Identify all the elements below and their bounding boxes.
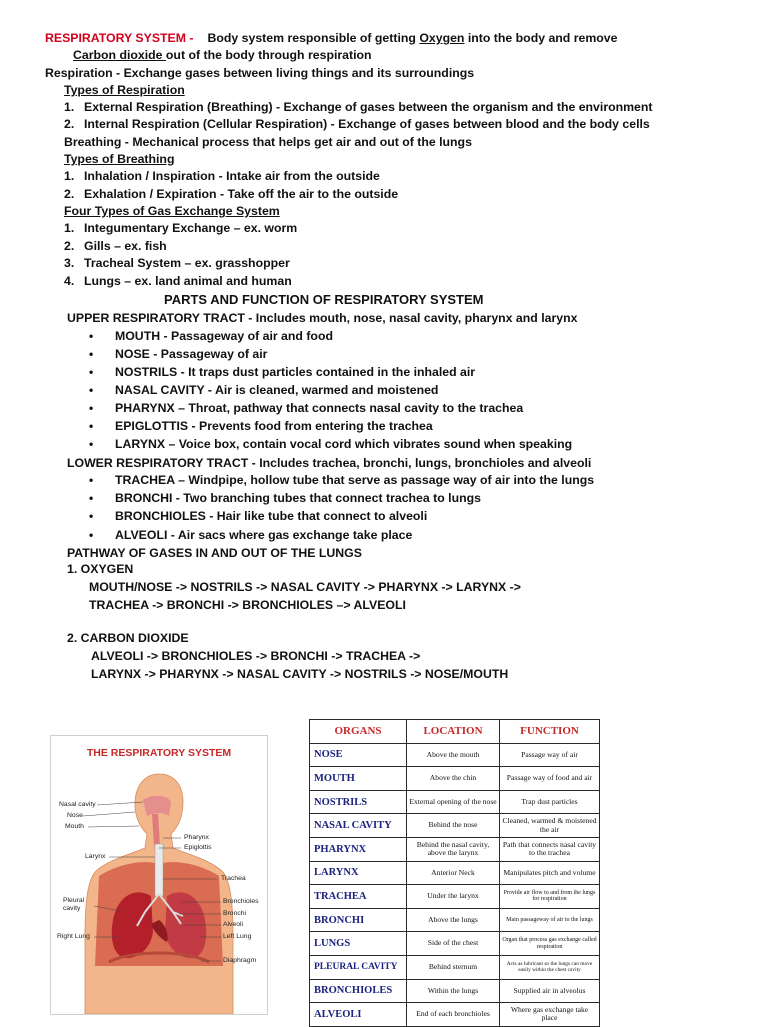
organ-cell: NOSE	[310, 743, 407, 767]
bullet-icon: •	[89, 528, 94, 542]
bullet-icon: •	[89, 509, 94, 523]
list-item: 4. Lungs – ex. land animal and human	[64, 274, 292, 288]
list-item: 1. External Respiration (Breathing) - Exchange of gases between the organism and the environment	[64, 100, 653, 114]
list-item: 1. Inhalation / Inspiration - Intake air from the outside	[64, 169, 380, 183]
list-item: 2. Exhalation / Expiration - Take off the air to the outside	[64, 187, 399, 201]
respiratory-diagram	[50, 735, 268, 1015]
label-pleural-cavity: Pleural cavity	[63, 897, 85, 912]
list-item: ALVEOLI - Air sacs where gas exchange take place	[115, 528, 413, 542]
location-cell: Behind the nasal cavity, above the larynx	[407, 837, 500, 861]
label-alveoli: Alveoli	[223, 921, 244, 928]
oxygen-path-line: MOUTH/NOSE -> NOSTRILS -> NASAL CAVITY -> PHARYNX -> LARYNX ->	[89, 580, 521, 594]
table-row	[310, 861, 600, 885]
label-bronchi: Bronchi	[223, 910, 247, 917]
list-item: EPIGLOTTIS - Prevents food from entering the trachea	[115, 419, 433, 433]
section-heading: RESPIRATORY SYSTEM -	[45, 31, 194, 45]
list-item: NASAL CAVITY - Air is cleaned, warmed and moistened	[115, 383, 439, 397]
organ-cell: PHARYNX	[310, 837, 407, 861]
function-cell: Main passageway of air to the lungs	[500, 908, 600, 932]
carbon-term: Carbon dioxide	[73, 48, 166, 62]
types-breathing-heading: Types of Breathing	[64, 152, 175, 166]
label-right-lung: Right Lung	[57, 933, 90, 940]
bullet-icon: •	[89, 329, 94, 343]
list-item: 2. Gills – ex. fish	[64, 239, 167, 253]
location-cell: Above the mouth	[407, 743, 500, 767]
organ-cell: BRONCHI	[310, 908, 407, 932]
function-cell: Trap dust particles	[500, 790, 600, 814]
list-item: PHARYNX – Throat, pathway that connects nasal cavity to the trachea	[115, 401, 524, 415]
label-larynx: Larynx	[85, 853, 106, 860]
list-item: BRONCHI - Two branching tubes that connect trachea to lungs	[115, 491, 481, 505]
list-item: 2. Internal Respiration (Cellular Respiration) - Exchange of gases between blood and the body cells	[64, 117, 650, 131]
function-cell: Cleaned, warmed & moistened the air	[500, 814, 600, 838]
table-row	[310, 837, 600, 861]
organ-cell: ALVEOLI	[310, 1003, 407, 1027]
list-item: 1. Integumentary Exchange – ex. worm	[64, 221, 298, 235]
function-cell: Organ that process gas exchange called respiration	[500, 932, 600, 956]
organ-cell: TRACHEA	[310, 885, 407, 909]
location-cell: Above the chin	[407, 767, 500, 791]
lower-tract-heading: LOWER RESPIRATORY TRACT - Includes trachea, bronchi, lungs, bronchioles and alveoli	[67, 456, 592, 470]
bullet-icon: •	[89, 473, 94, 487]
location-cell: Above the lungs	[407, 908, 500, 932]
organs-table	[309, 719, 600, 1027]
header-organs: ORGANS	[310, 720, 407, 744]
label-epiglottis: Epiglottis	[184, 844, 212, 851]
organ-cell: NASAL CAVITY	[310, 814, 407, 838]
list-item: NOSE - Passageway of air	[115, 347, 268, 361]
location-cell: Under the larynx	[407, 885, 500, 909]
pathway-heading: PATHWAY OF GASES IN AND OUT OF THE LUNGS	[67, 546, 362, 560]
organ-cell: PLEURAL CAVITY	[310, 955, 407, 979]
function-cell: Passage way of air	[500, 743, 600, 767]
location-cell: Behind sternum	[407, 955, 500, 979]
organ-cell: LARYNX	[310, 861, 407, 885]
function-cell: Acts as lubricant so the lungs can move easily within the chest cavity	[500, 955, 600, 979]
table-row	[310, 885, 600, 909]
table-row	[310, 743, 600, 767]
table-row	[310, 908, 600, 932]
location-cell: End of each bronchioles	[407, 1003, 500, 1027]
table-header-row	[310, 720, 600, 744]
table-row	[310, 979, 600, 1003]
table-row	[310, 767, 600, 791]
label-bronchioles: Bronchioles	[223, 898, 259, 905]
diagram-title: THE RESPIRATORY SYSTEM	[86, 747, 232, 759]
list-item: MOUTH - Passageway of air and food	[115, 329, 333, 343]
list-item: BRONCHIOLES - Hair like tube that connect to alveoli	[115, 509, 428, 523]
bullet-icon: •	[89, 437, 94, 451]
label-trachea: Trachea	[221, 875, 246, 882]
location-cell: External opening of the nose	[407, 790, 500, 814]
oxygen-term: Oxygen	[419, 31, 465, 45]
organ-cell: MOUTH	[310, 767, 407, 791]
label-mouth: Mouth	[65, 823, 84, 830]
function-cell: Passage way of food and air	[500, 767, 600, 791]
function-cell: Provide air flow to and from the lungs for respiration	[500, 885, 600, 909]
intro-line-2: Carbon dioxide out of the body through respiration	[73, 48, 372, 62]
oxygen-label: 1. OXYGEN	[67, 562, 134, 576]
label-left-lung: Left Lung	[223, 933, 252, 940]
bullet-icon: •	[89, 491, 94, 505]
upper-tract-heading: UPPER RESPIRATORY TRACT - Includes mouth, nose, nasal cavity, pharynx and larynx	[67, 311, 578, 325]
label-diaphragm: Diaphragm	[223, 957, 257, 964]
bullet-icon: •	[89, 365, 94, 379]
location-cell: Anterior Neck	[407, 861, 500, 885]
label-nasal-cavity: Nasal cavity	[59, 801, 96, 808]
bullet-icon: •	[89, 419, 94, 433]
bullet-icon: •	[89, 347, 94, 361]
oxygen-path-line: TRACHEA -> BRONCHI -> BRONCHIOLES –> ALVEOLI	[89, 598, 406, 612]
function-cell: Supplied air in alveolus	[500, 979, 600, 1003]
list-item: TRACHEA – Windpipe, hollow tube that serve as passage way of air into the lungs	[115, 473, 595, 487]
header-function: FUNCTION	[500, 720, 600, 744]
location-cell: Side of the chest	[407, 932, 500, 956]
co2-path-line: LARYNX -> PHARYNX -> NASAL CAVITY -> NOSTRILS -> NOSE/MOUTH	[91, 667, 509, 681]
label-pharynx: Pharynx	[184, 834, 209, 841]
intro-line-1: RESPIRATORY SYSTEM - Body system responsible of getting Oxygen into the body and remove	[45, 31, 618, 45]
table-row	[310, 790, 600, 814]
function-cell: Manipulates pitch and volume	[500, 861, 600, 885]
table-row	[310, 932, 600, 956]
carbon-dioxide-label: 2. CARBON DIOXIDE	[67, 631, 189, 645]
gas-exchange-heading: Four Types of Gas Exchange System	[64, 204, 280, 218]
header-location: LOCATION	[407, 720, 500, 744]
list-item: LARYNX – Voice box, contain vocal cord which vibrates sound when speaking	[115, 437, 573, 451]
respiration-definition: Respiration - Exchange gases between living things and its surroundings	[45, 66, 475, 80]
bullet-icon: •	[89, 383, 94, 397]
parts-title: PARTS AND FUNCTION OF RESPIRATORY SYSTEM	[164, 292, 484, 307]
organ-cell: NOSTRILS	[310, 790, 407, 814]
function-cell: Path that connects nasal cavity to the trachea	[500, 837, 600, 861]
co2-path-line: ALVEOLI -> BRONCHIOLES -> BRONCHI -> TRACHEA ->	[91, 649, 421, 663]
types-respiration-heading: Types of Respiration	[64, 83, 185, 97]
label-nose: Nose	[67, 812, 83, 819]
list-item: 3. Tracheal System – ex. grasshopper	[64, 256, 290, 270]
organ-cell: LUNGS	[310, 932, 407, 956]
function-cell: Where gas exchange take place	[500, 1003, 600, 1027]
table-row	[310, 955, 600, 979]
table-row	[310, 814, 600, 838]
location-cell: Within the lungs	[407, 979, 500, 1003]
table-row	[310, 1003, 600, 1027]
bullet-icon: •	[89, 401, 94, 415]
breathing-definition: Breathing - Mechanical process that helps get air and out of the lungs	[64, 135, 472, 149]
list-item: NOSTRILS - It traps dust particles contained in the inhaled air	[115, 365, 476, 379]
organ-cell: BRONCHIOLES	[310, 979, 407, 1003]
location-cell: Behind the nose	[407, 814, 500, 838]
